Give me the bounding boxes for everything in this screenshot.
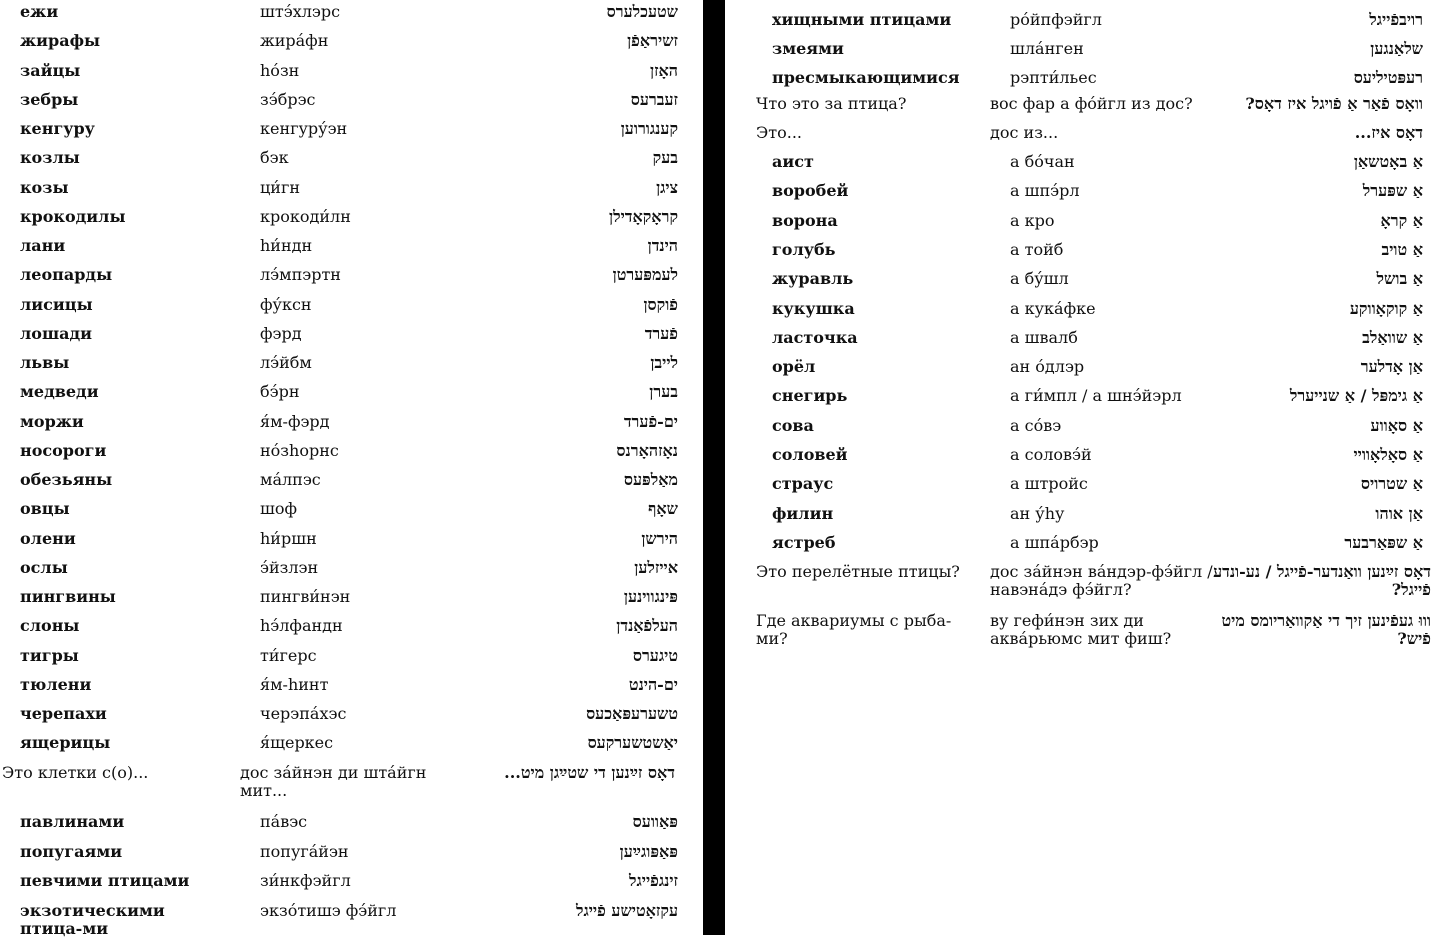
transliteration: дос за́йнэн ди шта́йгн мит...	[240, 763, 427, 800]
russian-word: павлинами	[20, 812, 125, 831]
russian-word: обезьяны	[20, 470, 113, 489]
yiddish-word: אַ שפּערל	[1362, 181, 1423, 201]
yiddish-word: קענגורוען	[620, 119, 678, 138]
russian-word: ястреб	[772, 532, 836, 552]
yiddish-word: לעמפּערטן	[612, 265, 678, 285]
russian-word: воробей	[772, 181, 849, 201]
russian-word: пресмыкающимися	[772, 68, 960, 87]
left-page	[0, 0, 705, 938]
transliteration: я́м-фэрд	[260, 411, 330, 431]
russian-word: черепахи	[20, 704, 107, 723]
russian-word: хищными птицами	[772, 10, 952, 29]
russian-word: ворона	[772, 210, 838, 230]
yiddish-word: אַן אָדלער	[1360, 357, 1423, 377]
yiddish-word: בערן	[649, 382, 678, 402]
yiddish-word: שאָף	[648, 499, 678, 519]
transliteration: а тойб	[1010, 239, 1064, 259]
yiddish-word: אַ סאָווע	[1370, 415, 1423, 435]
transliteration: шла́нген	[1010, 39, 1084, 58]
russian-word: львы	[20, 353, 70, 372]
russian-word: козлы	[20, 148, 80, 168]
russian-word: Что это за птица?	[756, 94, 907, 113]
transliteration: а бо́чан	[1010, 152, 1075, 171]
yiddish-word: אַן אוהו	[1375, 503, 1423, 523]
yiddish-word: הינדן	[647, 236, 678, 255]
book-spine	[703, 0, 725, 935]
yiddish-word: דאָס זײַנען די שטײַגן מיט...	[504, 763, 675, 782]
yiddish-word: בעק	[652, 148, 678, 168]
transliteration: э́йзлэн	[260, 557, 319, 577]
transliteration: лэ́йбм	[260, 353, 312, 372]
yiddish-word: דאָס איז...	[1354, 123, 1423, 142]
transliteration: а швалб	[1010, 327, 1078, 347]
transliteration: ци́гн	[260, 177, 300, 197]
yiddish-word: פּאַפּוגײַען	[619, 842, 678, 861]
yiddish-word: אַ שפּאַרבער	[1344, 532, 1423, 552]
russian-word: зайцы	[20, 60, 81, 80]
yiddish-word: אייזלען	[634, 557, 678, 577]
russian-word: овцы	[20, 499, 70, 519]
yiddish-word: אַ גימפּל / אַ שנייערל	[1289, 386, 1423, 406]
transliteration: кенгуру́эн	[260, 119, 348, 138]
yiddish-word: מאַלפּעס	[623, 470, 678, 489]
transliteration: бэк	[260, 148, 289, 168]
russian-word: аист	[772, 152, 814, 171]
transliteration: а кука́фке	[1010, 298, 1096, 318]
yiddish-word: טיגערס	[632, 645, 678, 665]
yiddish-word: זינגפֿייגל	[629, 871, 678, 890]
transliteration: шоф	[260, 499, 298, 519]
russian-word: слоны	[20, 616, 80, 636]
transliteration: hи́ршн	[260, 528, 317, 548]
russian-word: лисицы	[20, 294, 93, 314]
transliteration: фу́ксн	[260, 294, 312, 314]
russian-word: носороги	[20, 440, 107, 460]
russian-word: козы	[20, 177, 69, 197]
transliteration: ан у́hу	[1010, 503, 1065, 523]
russian-word: тюлени	[20, 674, 92, 694]
russian-word: голубь	[772, 239, 836, 259]
russian-word: Это...	[756, 123, 802, 142]
yiddish-word: פּינגווינען	[623, 587, 678, 606]
yiddish-word: אַ בושל	[1376, 269, 1423, 289]
russian-word: олени	[20, 528, 76, 548]
transliteration: hóзн	[260, 60, 300, 80]
transliteration: а штройс	[1010, 474, 1088, 494]
yiddish-word: פֿוקסן	[643, 294, 678, 314]
russian-word: журавль	[772, 269, 854, 289]
transliteration: па́вэс	[260, 812, 308, 831]
yiddish-word: רעפּטיליעס	[1353, 68, 1423, 87]
transliteration: а бу́шл	[1010, 269, 1069, 289]
yiddish-word: קראָקאָדילן	[609, 206, 678, 226]
russian-word: певчими птицами	[20, 871, 190, 890]
transliteration: зэ́брэс	[260, 89, 316, 109]
russian-word: ласточка	[772, 327, 858, 347]
transliteration: бэ́рн	[260, 382, 300, 402]
russian-word: тигры	[20, 645, 79, 665]
yiddish-word: שטעכלערס	[606, 2, 678, 21]
transliteration: зи́нкфэйгл	[260, 871, 351, 890]
right-page	[728, 0, 1451, 935]
russian-word: Это клетки с(о)...	[2, 763, 149, 782]
yiddish-word: פֿערד	[644, 323, 678, 343]
transliteration: жира́фн	[260, 31, 329, 51]
russian-word: ослы	[20, 557, 68, 577]
yiddish-word: אַ קראָ	[1380, 210, 1423, 230]
russian-word: кукушка	[772, 298, 855, 318]
yiddish-word: אַ שוואַלב	[1362, 327, 1423, 347]
russian-word: Это перелётные птицы?	[756, 562, 960, 581]
transliteration: а шпэ́рл	[1010, 181, 1080, 201]
transliteration: черэпа́хэс	[260, 704, 347, 723]
yiddish-word: דאָס זײַנען וואַנדער-פֿייגל / נע-ונדע פֿייגל?	[1213, 562, 1431, 599]
yiddish-word: אַ טויב	[1381, 239, 1423, 259]
yiddish-word: ציגן	[656, 177, 678, 197]
russian-word: пингвины	[20, 587, 116, 606]
transliteration: дос из...	[990, 123, 1059, 142]
yiddish-word: וואָס פֿאַר אַ פֿויגל איז דאָס?	[1245, 94, 1423, 113]
yiddish-word: נאָזהאָרנס	[616, 440, 678, 460]
transliteration: ан о́длэр	[1010, 357, 1085, 377]
transliteration: а соловэ́й	[1010, 445, 1092, 464]
transliteration: экзо́тишэ фэ́йгл	[260, 901, 397, 920]
russian-word: зебры	[20, 89, 79, 109]
russian-word: змеями	[772, 39, 844, 58]
russian-word: Где аквариумы с рыба-ми?	[756, 611, 952, 648]
transliteration: пингви́нэн	[260, 587, 351, 606]
yiddish-word: ים-הינט	[628, 674, 678, 694]
transliteration: ма́лпэс	[260, 470, 321, 489]
transliteration: дос за́йнэн ва́ндэр-фэ́йгл / навэна́дэ фэ́йгл?	[990, 562, 1213, 599]
transliteration: крокоди́лн	[260, 206, 351, 226]
yiddish-word: שלאַנגען	[1370, 39, 1423, 58]
russian-word: орёл	[772, 357, 816, 377]
russian-word: сова	[772, 415, 814, 435]
russian-word: крокодилы	[20, 206, 126, 226]
transliteration: фэрд	[260, 323, 302, 343]
transliteration: я́м-hинт	[260, 674, 329, 694]
russian-word: экзотическими птица-ми	[20, 901, 165, 938]
russian-word: снегирь	[772, 386, 848, 406]
yiddish-word: זעברעס	[630, 89, 678, 109]
transliteration: ти́герс	[260, 645, 317, 665]
yiddish-word: עקזאָטישע פֿייגל	[575, 901, 678, 920]
russian-word: жирафы	[20, 31, 101, 51]
russian-word: соловей	[772, 445, 848, 464]
transliteration: я́щеркес	[260, 733, 334, 753]
russian-word: филин	[772, 503, 834, 523]
yiddish-word: פּאַוועס	[632, 812, 678, 831]
yiddish-word: האָזן	[649, 60, 678, 80]
transliteration: hэ́лфандн	[260, 616, 343, 636]
russian-word: моржи	[20, 411, 84, 431]
russian-word: страус	[772, 474, 834, 494]
transliteration: лэ́мпэртн	[260, 265, 341, 285]
russian-word: лошади	[20, 323, 93, 343]
russian-word: леопарды	[20, 265, 113, 285]
transliteration: ро́йпфэйгл	[1010, 10, 1102, 29]
transliteration: а ги́мпл / а шнэ́йэрл	[1010, 386, 1182, 406]
yiddish-word: אַ שטרויס	[1360, 474, 1423, 494]
transliteration: штэ́хлэрс	[260, 2, 341, 21]
transliteration: попуга́йэн	[260, 842, 349, 861]
russian-word: попугаями	[20, 842, 123, 861]
transliteration: а со́вэ	[1010, 415, 1062, 435]
transliteration: нóзhорнс	[260, 440, 339, 460]
transliteration: вос фар а фо́йгл из дос?	[990, 94, 1193, 113]
yiddish-word: ים-פֿערד	[623, 411, 678, 431]
yiddish-word: אַ קוקאָווקע	[1349, 298, 1423, 318]
yiddish-word: זשיראַפֿן	[627, 31, 678, 51]
russian-word: медведи	[20, 382, 99, 402]
yiddish-word: רויבפֿייגל	[1369, 10, 1423, 29]
russian-word: ежи	[20, 2, 59, 21]
transliteration: а шпа́рбэр	[1010, 532, 1099, 552]
russian-word: лани	[20, 236, 66, 255]
yiddish-word: אַ באָטשאַן	[1353, 152, 1423, 171]
yiddish-word: טשערעפּאַכעס	[586, 704, 678, 723]
russian-word: кенгуру	[20, 119, 95, 138]
yiddish-word: יאַשטשערקעס	[587, 733, 678, 753]
yiddish-word: העלפֿאַנדן	[616, 616, 678, 636]
transliteration: hи́ндн	[260, 236, 313, 255]
russian-word: ящерицы	[20, 733, 111, 753]
yiddish-word: הירשן	[641, 528, 678, 548]
transliteration: рэпти́льес	[1010, 68, 1097, 87]
yiddish-word: אַ סאָלאָוויי	[1353, 445, 1423, 464]
transliteration: а кро	[1010, 210, 1055, 230]
transliteration: ву гефи́нэн зих ди аква́рьюмс мит фиш?	[990, 611, 1172, 648]
yiddish-word: לייבן	[650, 353, 678, 372]
yiddish-word: וווּ געפֿינען זיך די אַקוואַריומס מיט פֿיש?	[1221, 611, 1431, 648]
